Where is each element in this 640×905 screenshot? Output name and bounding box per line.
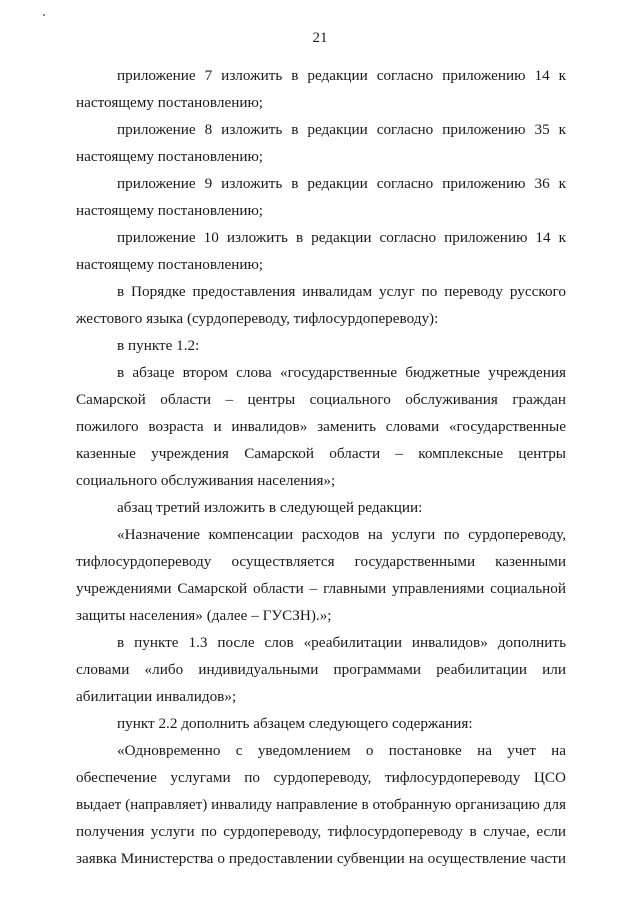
paragraph-point-1-3: в пункте 1.3 после слов «реабилитации инвалидов» дополнить словами «либо индивидуальными программами реабилитации или абилитации инвалидов»; [76,634,566,705]
paragraph-point-1-2: в пункте 1.2: [117,337,200,354]
paragraph-simultaneous-quote: «Одновременно с уведомлением о постановке на учет на обеспечение услугами по сурдопереводу, тифлосурдопереводу ЦСО выдает (направляет) инвалиду направление в отобранную организацию для получения услуги по сурдопереводу, тифлосурдопереводу в случае, если заявка Министерства о предоставлении субвенции на осуществление части [76,742,566,867]
paragraph-appendix-8: приложение 8 изложить в редакции согласно приложению 35 к настоящему постановлению; [76,121,566,165]
page-number: 21 [312,30,328,46]
paragraph-point-2-2: пункт 2.2 дополнить абзацем следующего содержания: [117,715,473,732]
paragraph-third-abzac: абзац третий изложить в следующей редакции: [117,499,423,516]
paragraph-compensation-quote: «Назначение компенсации расходов на услуги по сурдопереводу, тифлосурдопереводу осуществляется государственными казенными учреждениями Самарской области – главными управлениями социальной защиты населения» (далее – ГУСЗН).»; [76,526,566,624]
paragraph-procedure: в Порядке предоставления инвалидам услуг по переводу русского жестового языка (сурдопереводу, тифлосурдопереводу): [76,283,566,327]
paragraph-appendix-10: приложение 10 изложить в редакции согласно приложению 14 к настоящему постановлению; [76,229,566,273]
scan-speck [43,14,45,16]
paragraph-appendix-9: приложение 9 изложить в редакции согласно приложению 36 к настоящему постановлению; [76,175,566,219]
paragraph-second-abzac: в абзаце втором слова «государственные бюджетные учреждения Самарской области – центры социального обслуживания граждан пожилого возраста и инвалидов» заменить словами «государственные казенные учреждения Самарской области – комплексные центры социального обслуживания населения»; [76,364,566,489]
paragraph-appendix-7: приложение 7 изложить в редакции согласно приложению 14 к настоящему постановлению; [76,67,566,111]
document-body [76,62,566,872]
